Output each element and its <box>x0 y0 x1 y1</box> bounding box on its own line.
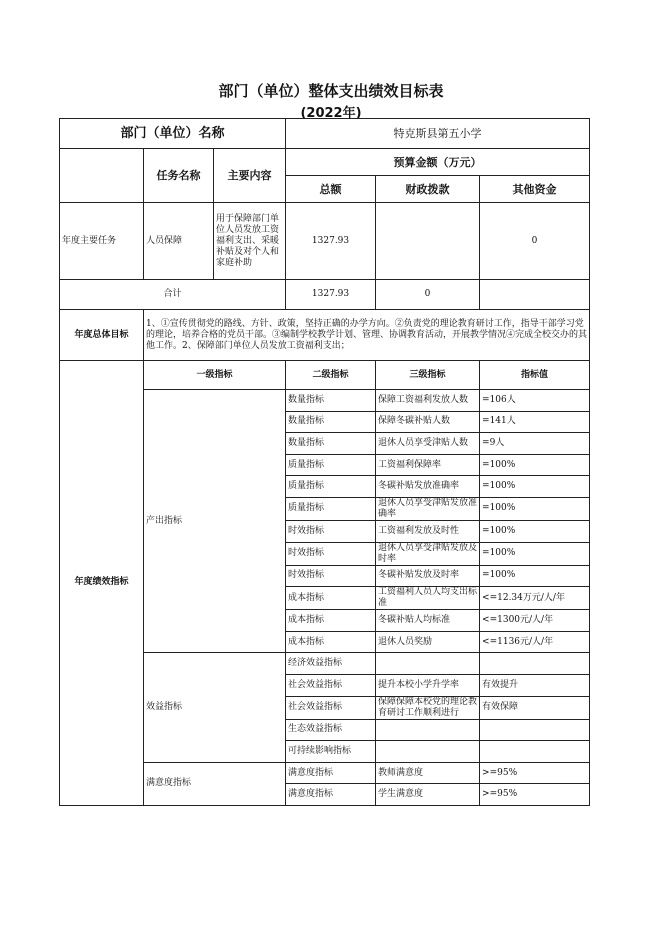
level1-indicator: 满意度指标 <box>144 762 286 805</box>
task-header-row <box>60 149 590 176</box>
indicator-value: <=1136元/人/年 <box>480 631 590 653</box>
value-header: 指标值 <box>480 361 590 390</box>
sum-label: 合计 <box>60 280 286 310</box>
indicator-value: =100% <box>480 476 590 498</box>
annual-task-name: 人员保障 <box>144 203 214 280</box>
unit-row <box>60 119 590 149</box>
level3-indicator: 退休人员享受津贴人数 <box>376 433 480 455</box>
indicator-value: =100% <box>480 497 590 520</box>
level2-indicator: 可持续影响指标 <box>286 741 376 763</box>
level3-indicator: 工资福利人员人均支出标准 <box>376 587 480 610</box>
level1-indicator: 产出指标 <box>144 390 286 653</box>
level2-indicator: 满意度指标 <box>286 762 376 784</box>
task-name-header: 任务名称 <box>144 149 214 203</box>
sum-other <box>480 280 590 310</box>
indicator-value: =141人 <box>480 411 590 433</box>
level2-indicator: 时效指标 <box>286 565 376 587</box>
indicator-value <box>480 741 590 763</box>
form-year: (2022年) <box>300 106 362 121</box>
level3-indicator: 保障保障本校党的理论教育研讨工作顺利进行 <box>376 696 480 719</box>
level3-indicator: 教师满意度 <box>376 762 480 784</box>
annual-task-fiscal <box>376 203 480 280</box>
indicator-value: =100% <box>480 454 590 476</box>
level2-indicator: 时效指标 <box>286 542 376 565</box>
level2-indicator: 数量指标 <box>286 411 376 433</box>
indicator-value: >=95% <box>480 762 590 784</box>
indicator-value: =9人 <box>480 433 590 455</box>
indicator-value <box>480 719 590 741</box>
level2-indicator: 社会效益指标 <box>286 696 376 719</box>
level1-indicator: 效益指标 <box>144 653 286 762</box>
main-content-header: 主要内容 <box>214 149 286 203</box>
level2-indicator: 社会效益指标 <box>286 674 376 696</box>
indicator-value: =100% <box>480 565 590 587</box>
sum-fiscal: 0 <box>376 280 480 310</box>
level3-indicator: 退休人员享受津贴发放准确率 <box>376 497 480 520</box>
level3-indicator: 学生满意度 <box>376 784 480 806</box>
unit-label: 部门（单位）名称 <box>60 119 286 149</box>
level2-indicator: 质量指标 <box>286 476 376 498</box>
overall-goal-text: 1、①宣传贯彻党的路线、方针、政策，坚持正确的办学方向。②负责党的理论教育研讨工作，指导干部学习党的理论，培养合格的党员干部。③编制学校教学计划、管理、协调教育活动，开展教学情况④完成全校交办的其他工作。2、保障部门单位人员发放工资福利支出； <box>144 310 590 361</box>
level2-indicator: 成本指标 <box>286 587 376 610</box>
level3-indicator: 冬碳补贴发放准确率 <box>376 476 480 498</box>
form-title: 部门（单位）整体支出绩效目标表 <box>218 82 444 100</box>
level3-indicator <box>376 719 480 741</box>
level3-indicator: 冬碳补贴人均标准 <box>376 610 480 632</box>
level3-indicator <box>376 741 480 763</box>
level1-header: 一级指标 <box>144 361 286 390</box>
sum-total: 1327.93 <box>286 280 376 310</box>
level2-indicator: 质量指标 <box>286 454 376 476</box>
level2-indicator: 成本指标 <box>286 610 376 632</box>
level3-indicator: 保障冬碳补贴人数 <box>376 411 480 433</box>
level3-header: 三级指标 <box>376 361 480 390</box>
level3-indicator: 退休人员享受津贴发放及时率 <box>376 542 480 565</box>
overall-goal-row <box>60 310 590 361</box>
level3-indicator: 冬碳补贴发放及时率 <box>376 565 480 587</box>
level2-indicator: 数量指标 <box>286 433 376 455</box>
indicator-value: 有效保障 <box>480 696 590 719</box>
level3-indicator: 保障工资福利发放人数 <box>376 390 480 412</box>
level2-indicator: 数量指标 <box>286 390 376 412</box>
indicator-value: <=12.34万元/人/年 <box>480 587 590 610</box>
level2-indicator: 质量指标 <box>286 497 376 520</box>
annual-task-label: 年度主要任务 <box>60 203 144 280</box>
other-header: 其他资金 <box>480 176 590 203</box>
fiscal-header: 财政拨款 <box>376 176 480 203</box>
annual-task-row <box>60 203 590 280</box>
performance-goal-table <box>59 118 590 806</box>
level2-indicator: 经济效益指标 <box>286 653 376 675</box>
level3-indicator <box>376 653 480 675</box>
level2-indicator: 满意度指标 <box>286 784 376 806</box>
unit-name: 特克斯县第五小学 <box>286 119 590 149</box>
overall-goal-label: 年度总体目标 <box>60 310 144 361</box>
perf-indicator-label: 年度绩效指标 <box>60 361 144 806</box>
indicator-header-row <box>60 361 590 390</box>
annual-task-content: 用于保障部门单位人员发放工资福利支出、采暖补贴及对个人和家庭补助 <box>214 203 286 280</box>
budget-header: 预算金额（万元） <box>286 149 590 176</box>
level3-indicator: 提升本校小学升学率 <box>376 674 480 696</box>
level2-indicator: 成本指标 <box>286 631 376 653</box>
total-header: 总额 <box>286 176 376 203</box>
indicator-value <box>480 653 590 675</box>
annual-task-total: 1327.93 <box>286 203 376 280</box>
indicator-value: =100% <box>480 542 590 565</box>
indicator-value: =100% <box>480 520 590 542</box>
blank-cell <box>60 149 144 203</box>
level2-indicator: 时效指标 <box>286 520 376 542</box>
level2-indicator: 生态效益指标 <box>286 719 376 741</box>
level3-indicator: 工资福利发放及时性 <box>376 520 480 542</box>
level3-indicator: 退休人员奖励 <box>376 631 480 653</box>
indicator-value: =106人 <box>480 390 590 412</box>
level3-indicator: 工资福利保障率 <box>376 454 480 476</box>
indicator-value: 有效提升 <box>480 674 590 696</box>
annual-task-other: 0 <box>480 203 590 280</box>
sum-row <box>60 280 590 310</box>
level2-header: 二级指标 <box>286 361 376 390</box>
indicator-value: >=95% <box>480 784 590 806</box>
indicator-value: <=1300元/人/年 <box>480 610 590 632</box>
